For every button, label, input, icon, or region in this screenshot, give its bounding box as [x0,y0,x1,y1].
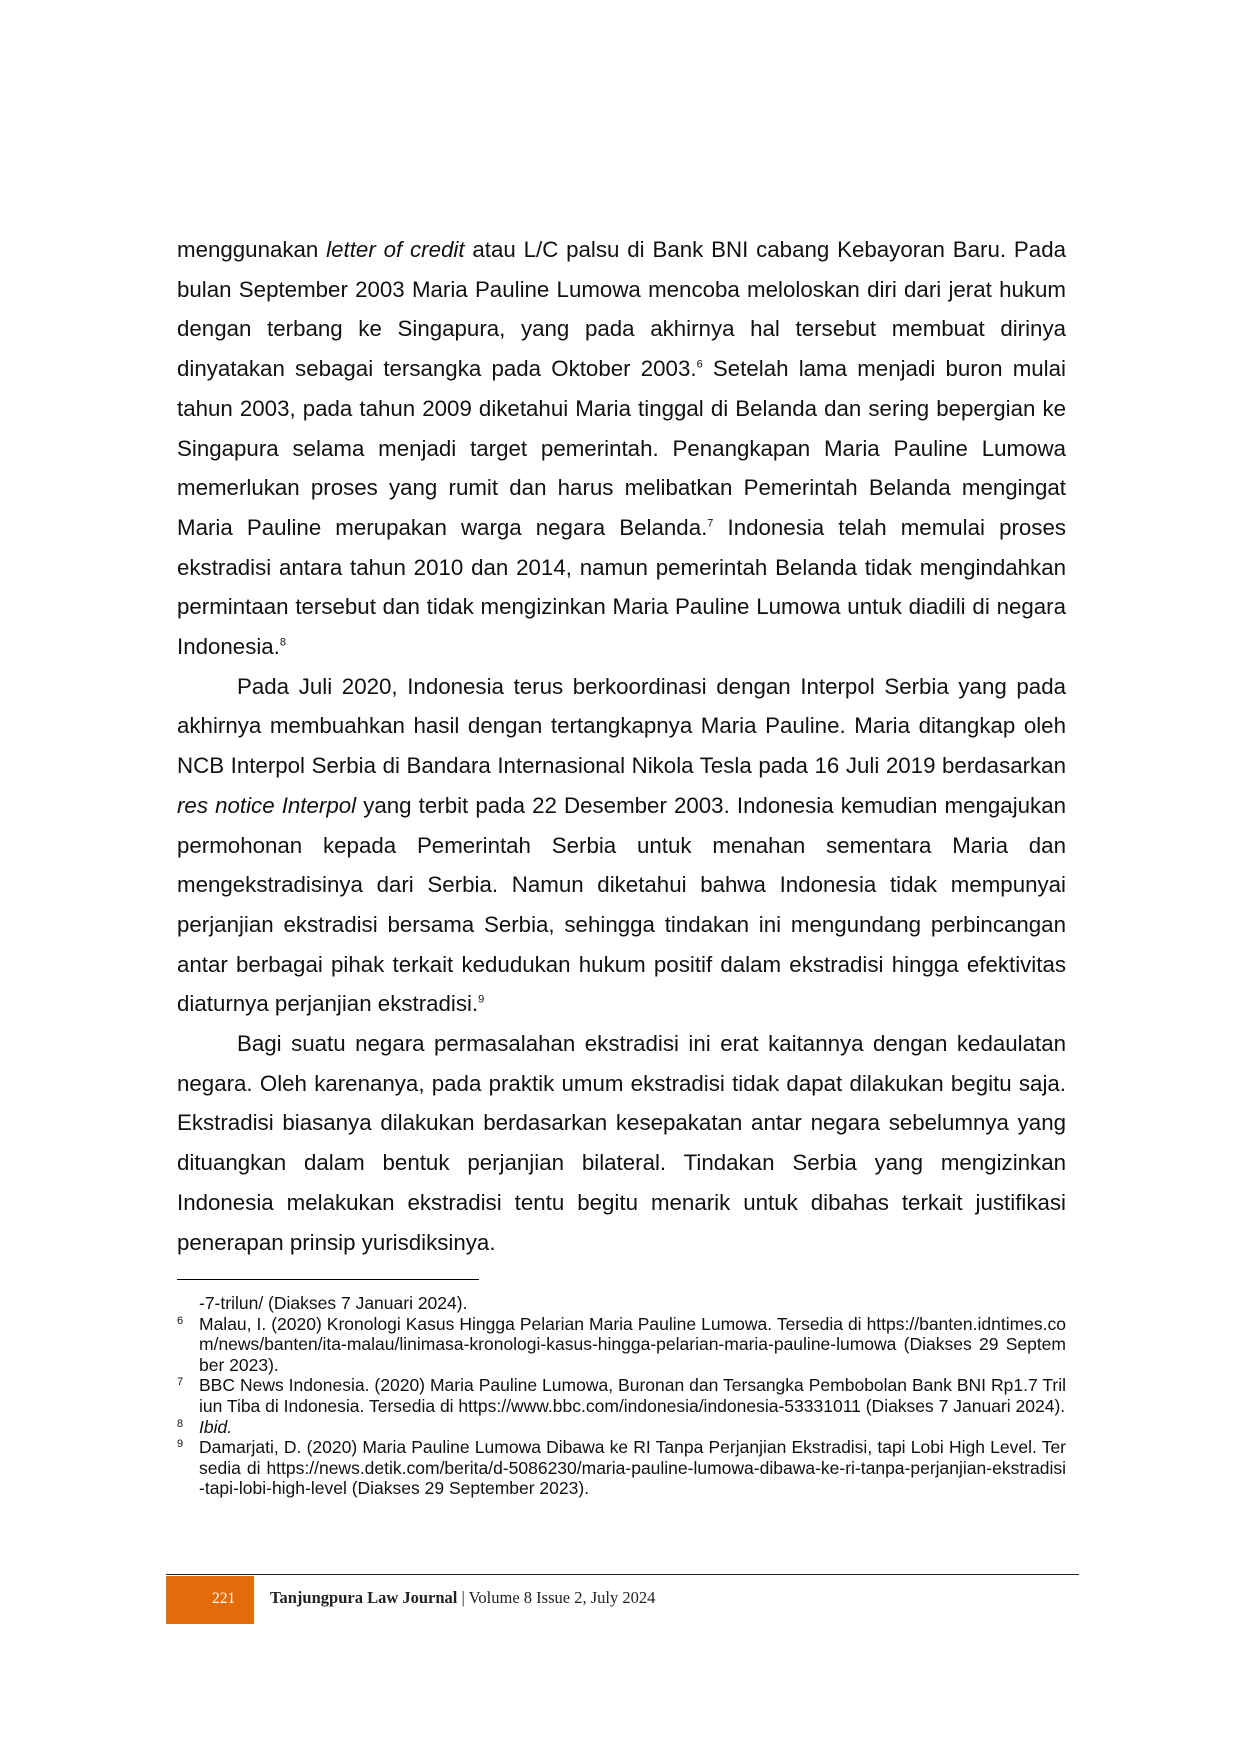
footnote-text: BBC News Indonesia. (2020) Maria Pauline Lumowa, Buronan dan Tersangka Pembobolan Bank BNI Rp1.7 Triliun Tiba di Indonesia. Tersedia di https://www.bbc.com/indonesia/indonesia-53331011 (Diakses 7 Januari 2024). [199,1375,1066,1416]
italic-term: letter of credit [326,237,465,262]
footnote-number: 7 [177,1376,184,1389]
paragraph-text: Setelah lama menjadi buron mulai tahun 2003, pada tahun 2009 diketahui Maria tinggal di Belanda dan sering bepergian ke Singapura selama menjadi target pemerintah. Penangkapan Maria Pauline Lumowa memerlukan proses yang rumit dan harus melibatkan Pemerintah Belanda mengingat Maria Pauline merupakan warga negara Belanda. [177,356,1066,540]
paragraph-text: menggunakan [177,237,327,262]
footnotes-section [177,1293,1066,1499]
paragraph-text: Bagi suatu negara permasalahan ekstradisi ini erat kaitannya dengan kedaulatan negara. Oleh karenanya, pada praktik umum ekstradisi tidak dapat dilakukan begitu saja. Ekstradisi biasanya dilakukan berdasarkan kesepakatan antar negara sebelumnya yang dituangkan dalam bentuk perjanjian bilateral. Tindakan Serbia yang mengizinkan Indonesia melakukan ekstradisi tentu begitu menarik untuk dibahas terkait justifikasi penerapan prinsip yurisdiksinya. [177,1031,1066,1255]
paragraph-text: Indonesia telah memulai proses ekstradisi antara tahun 2010 dan 2014, namun pemerintah Belanda tidak mengindahkan permintaan tersebut dan tidak mengizinkan Maria Pauline Lumowa untuk diadili di negara Indonesia. [177,514,1066,660]
footnote-text: Damarjati, D. (2020) Maria Pauline Lumowa Dibawa ke RI Tanpa Perjanjian Ekstradisi, tapi Lobi High Level. Tersedia di https://news.detik.com/berita/d-5086230/maria-pauline-lumowa-dibawa-ke-ri-tanpa-perjanjian-ekstradisi-tapi-lobi-high-level (Diakses 29 September 2023). [199,1437,1066,1499]
footnote-number: 9 [177,1438,184,1451]
paragraph-2 [177,667,1066,1024]
footnote-ref[interactable]: 9 [478,993,485,1006]
footnote-7 [177,1375,1066,1416]
footnote-number: 8 [177,1417,184,1430]
paragraph-text: atau L/C palsu di Bank BNI cabang Kebayoran Baru. Pada bulan September 2003 Maria Pauline Lumowa mencoba meloloskan diri dari jerat hukum dengan terbang ke Singapura, yang pada akhirnya hal tersebut membuat dirinya dinyatakan sebagai tersangka pada Oktober 2003. [177,237,1066,382]
footnote-text: Malau, I. (2020) Kronologi Kasus Hingga Pelarian Maria Pauline Lumowa. Tersedia di https://banten.idntimes.com/news/banten/ita-malau/linimasa-kronologi-kasus-hingga-pelarian-maria-pauline-lumowa (Diakses 29 September 2023). [199,1313,1066,1375]
paragraph-text: Pada Juli 2020, Indonesia terus berkoordinasi dengan Interpol Serbia yang pada akhirnya membuahkan hasil dengan tertangkapnya Maria Pauline. Maria ditangkap oleh NCB Interpol Serbia di Bandara Internasional Nikola Tesla pada 16 Juli 2019 berdasarkan [177,673,1066,779]
page-number: 221 [212,1590,236,1607]
footnote-8 [177,1417,1066,1438]
footnote-6 [177,1314,1066,1376]
footnote-continuation: -7-trilun/ (Diakses 7 Januari 2024). [199,1293,468,1313]
journal-issue: Volume 8 Issue 2, July 2024 [468,1588,656,1607]
footnote-9 [177,1437,1066,1499]
journal-footer [270,1588,655,1608]
footnote-ref[interactable]: 7 [707,517,714,530]
footnote-text: Ibid. [199,1416,233,1437]
paragraph-3 [177,1024,1066,1262]
italic-term: res notice Interpol [177,792,357,818]
footnote-ref[interactable]: 6 [696,358,703,371]
footer-separator: | [457,1588,469,1607]
footnote-number: 6 [177,1314,184,1327]
paragraph-1 [177,230,1066,667]
footnote-ref[interactable]: 8 [279,636,287,649]
main-body-text [177,230,1066,1262]
journal-name: Tanjungpura Law Journal [270,1588,458,1607]
page-number-box [166,1576,254,1624]
footer-rule [166,1574,1079,1575]
footnote-separator [177,1279,479,1280]
paragraph-text: yang terbit pada 22 Desember 2003. Indonesia kemudian mengajukan permohonan kepada Pemerintah Serbia untuk menahan sementara Maria dan mengekstradisinya dari Serbia. Namun diketahui bahwa Indonesia tidak mempunyai perjanjian ekstradisi bersama Serbia, sehingga tindakan ini mengundang perbincangan antar berbagai pihak terkait kedudukan hukum positif dalam ekstradisi hingga efektivitas diaturnya perjanjian ekstradisi. [177,792,1066,1017]
